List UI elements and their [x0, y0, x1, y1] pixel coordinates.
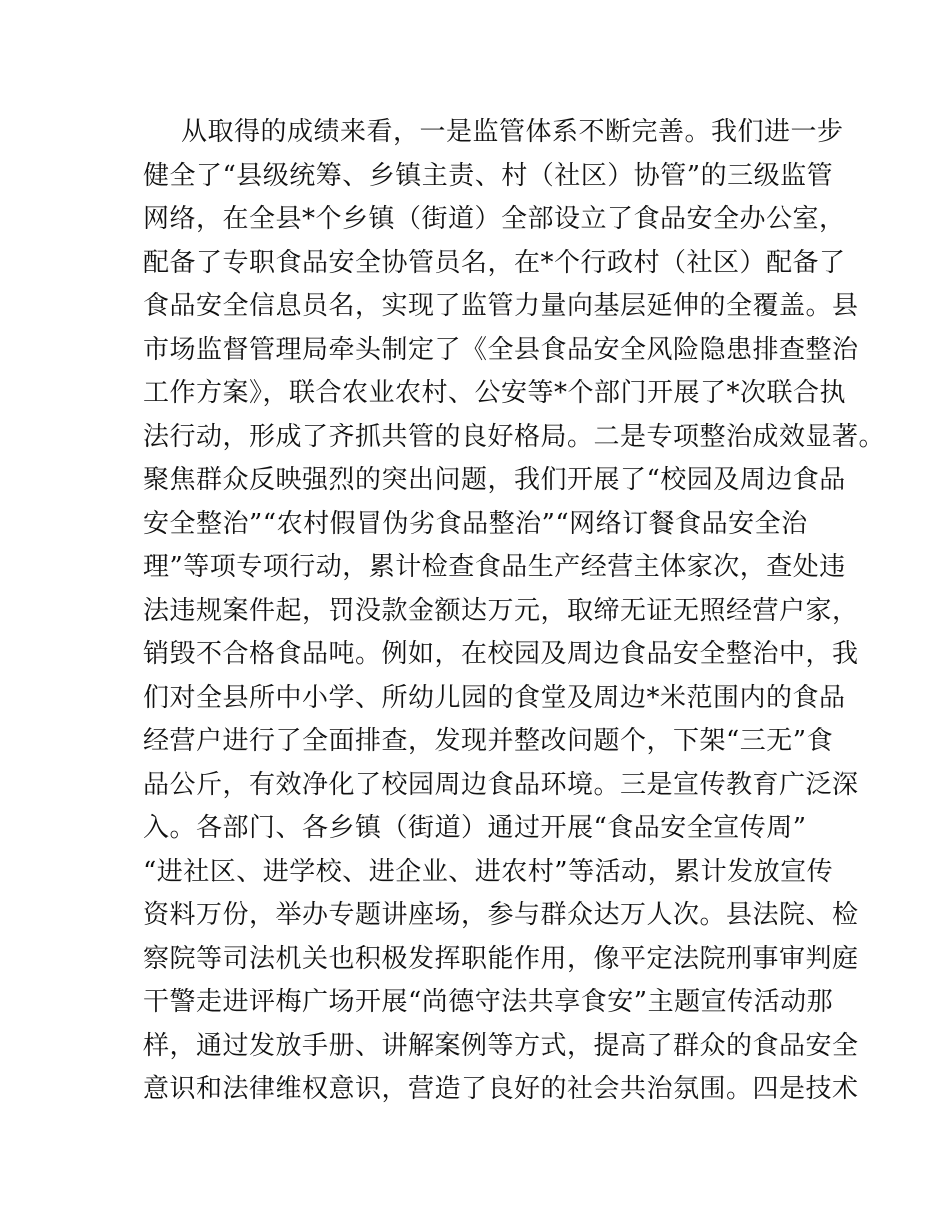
text-line: 理”等项专项行动，累计检查食品生产经营主体家次，查处违	[143, 552, 846, 582]
text-line: 法行动，形成了齐抓共管的良好格局。二是专项整治成效显著。	[143, 421, 886, 452]
text-line: 入。各部门、各乡镇（街道）通过开展“食品安全宣传周”	[143, 813, 807, 843]
text-line: 安全整治”“农村假冒伪劣食品整治”“网络订餐食品安全治	[143, 508, 808, 539]
text-line: 市场监督管理局牵头制定了《全县食品安全风险隐患排查整治	[143, 334, 859, 365]
text-line: 经营户进行了全面排查，发现并整改问题个，下架“三无”食	[143, 726, 834, 756]
text-line: “进社区、进学校、进企业、进农村”等活动，累计发放宣传	[143, 856, 834, 887]
text-line: 法违规案件起，罚没款金额达万元，取缔无证无照经营户家，	[143, 595, 859, 626]
text-line: 样，通过发放手册、讲解案例等方式，提高了群众的食品安全	[143, 1030, 859, 1061]
text-line: 干警走进评梅广场开展“尚德守法共享食安”主题宣传活动那	[143, 987, 834, 1017]
text-line: 意识和法律维权意识，营造了良好的社会共治氛围。四是技术	[143, 1074, 859, 1104]
text-line: 察院等司法机关也积极发挥职能作用，像平定法院刑事审判庭	[143, 943, 859, 974]
text-line: 工作方案》，联合农业农村、公安等*个部门开展了*次联合执	[143, 378, 847, 408]
text-line: 聚焦群众反映强烈的突出问题，我们开展了“校园及周边食品	[143, 465, 846, 495]
text-line: 健全了“县级统筹、乡镇主责、村（社区）协管”的三级监管	[143, 160, 834, 191]
text-line: 资料万份，举办专题讲座场，参与群众达万人次。县法院、检	[143, 900, 859, 930]
text-line: 品公斤，有效净化了校园周边食品环境。三是宣传教育广泛深	[143, 769, 859, 800]
text-line: 销毁不合格食品吨。例如，在校园及周边食品安全整治中，我	[143, 639, 859, 669]
text-line: 从取得的成绩来看，一是监管体系不断完善。我们进一步	[181, 117, 844, 147]
body-paragraph	[143, 111, 886, 1112]
text-line: 配备了专职食品安全协管员名，在*个行政村（社区）配备了	[143, 247, 846, 278]
text-line: 们对全县所中小学、所幼儿园的食堂及周边*米范围内的食品	[143, 682, 846, 713]
text-line: 网络，在全县*个乡镇（街道）全部设立了食品安全办公室，	[143, 204, 846, 234]
text-line: 食品安全信息员名，实现了监管力量向基层延伸的全覆盖。县	[143, 291, 859, 321]
